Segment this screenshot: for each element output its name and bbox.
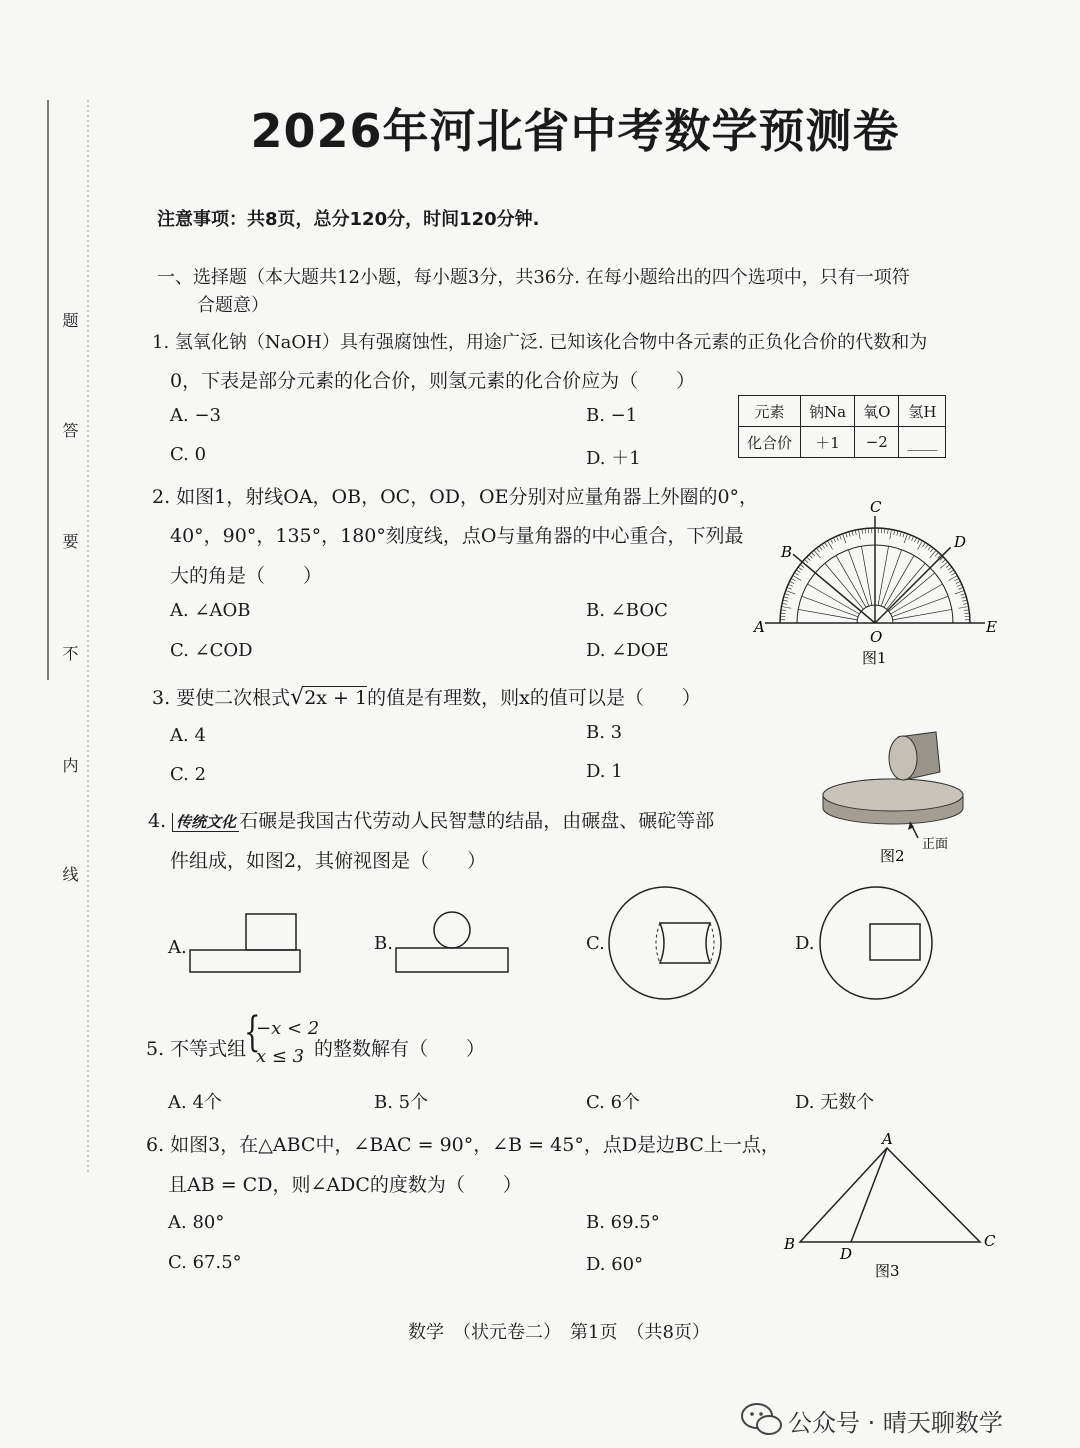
figure-1-protractor: [750, 495, 1010, 670]
q4-option-c[interactable]: C.: [586, 933, 605, 954]
q3-pre: 3. 要使二次根式: [152, 687, 291, 709]
q6-line1: 6. 如图3，在△ABC中，∠BAC = 90°，∠B = 45°，点D是边BC上一点，: [146, 1134, 780, 1156]
side-char-4: 不: [60, 645, 79, 661]
binding-margin: [0, 0, 110, 1200]
q1-valence-table: [738, 395, 946, 458]
q4-badge: 传统文化: [172, 813, 239, 832]
table-header-h: 氢H: [899, 396, 946, 427]
q6-option-c[interactable]: C. 67.5°: [168, 1252, 242, 1273]
q5-option-b[interactable]: B. 5个: [374, 1092, 429, 1113]
q5-ineq2: x ≤ 3: [256, 1046, 305, 1067]
q4-line2: 件组成，如图2，其俯视图是（ ）: [170, 850, 487, 872]
fig3-label-d: D: [840, 1245, 853, 1263]
q2-line2: 40°，90°，135°，180°刻度线，点O与量角器的中心重合，下列最: [170, 525, 744, 547]
fig1-label-b: B: [781, 543, 793, 561]
q6-option-b[interactable]: B. 69.5°: [586, 1212, 660, 1233]
q4-option-c-figure: [604, 882, 726, 1004]
q1-line1: 1. 氢氧化钠（NaOH）具有强腐蚀性，用途广泛. 已知该化合物中各元素的正负化合价的代数和为: [152, 332, 928, 353]
q3-option-c[interactable]: C. 2: [170, 764, 207, 785]
sqrt-icon: √: [290, 685, 305, 710]
table-header-o: 氧O: [855, 396, 899, 427]
q4-option-b-figure: [392, 908, 514, 978]
q4-line1: 4. 传统文化 石碾是我国古代劳动人民智慧的结晶，由碾盘、碾砣等部: [148, 810, 715, 832]
fig1-label-c: C: [870, 498, 882, 516]
q4-text1: 石碾是我国古代劳动人民智慧的结晶，由碾盘、碾砣等部: [239, 810, 715, 832]
q1-option-d[interactable]: D. ＋1: [586, 448, 641, 469]
wechat-logo-icon: [740, 1400, 784, 1438]
q3-option-d[interactable]: D. 1: [586, 761, 623, 782]
section1-line2: 合题意）: [197, 295, 269, 316]
q5-pre: 5. 不等式组: [146, 1038, 247, 1060]
fig3-label-b: B: [784, 1235, 796, 1253]
side-char-5: 内: [60, 757, 79, 773]
q3-option-a[interactable]: A. 4: [170, 725, 206, 746]
q5-post: 的整数解有（ ）: [314, 1038, 486, 1060]
watermark-text: 公众号 · 晴天聊数学: [788, 1409, 1003, 1437]
q5-option-d[interactable]: D. 无数个: [795, 1092, 875, 1113]
q1-option-a[interactable]: A. −3: [170, 405, 221, 426]
q1-option-b[interactable]: B. −1: [586, 405, 638, 426]
q2-option-c[interactable]: C. ∠COD: [170, 640, 253, 661]
q1-line2: 0，下表是部分元素的化合价，则氢元素的化合价应为（ ）: [170, 370, 696, 392]
q2-line3: 大的角是（ ）: [170, 565, 323, 587]
q5-option-a[interactable]: A. 4个: [168, 1092, 222, 1113]
q2-option-d[interactable]: D. ∠DOE: [586, 640, 669, 661]
table-cell-na: ＋1: [801, 427, 855, 458]
fig1-label-e: E: [986, 618, 997, 636]
figure-3-triangle: [775, 1125, 1005, 1285]
q4-option-a-figure: [186, 910, 306, 980]
q4-option-b[interactable]: B.: [374, 933, 393, 954]
fig1-caption: 图1: [862, 649, 887, 667]
side-char-3: 要: [60, 533, 79, 549]
q5-ineq1: −x < 2: [256, 1018, 320, 1039]
fig1-label-d: D: [954, 533, 967, 551]
q6-option-d[interactable]: D. 60°: [586, 1254, 644, 1275]
q6-line2: 且AB = CD，则∠ADC的度数为（ ）: [168, 1174, 522, 1196]
q2-option-b[interactable]: B. ∠BOC: [586, 600, 668, 621]
figure-2-stone-roller: [818, 720, 978, 870]
section1-line1: 一、选择题（本大题共12小题，每小题3分，共36分. 在每小题给出的四个选项中，只有一项符: [157, 267, 910, 288]
q2-line1: 2. 如图1，射线OA，OB，OC，OD，OE分别对应量角器上外圈的0°，: [152, 486, 759, 508]
wechat-icon: [738, 1046, 780, 1082]
fig1-label-o: O: [870, 628, 883, 646]
table-header-na: 钠Na: [801, 396, 855, 427]
q3-option-b[interactable]: B. 3: [586, 722, 623, 743]
notice: 注意事项：共8页，总分120分，时间120分钟.: [157, 209, 540, 230]
q3-post: 的值是有理数，则x的值可以是（ ）: [367, 687, 701, 709]
q4-option-d[interactable]: D.: [795, 933, 815, 954]
fig2-front-label: 正面: [922, 837, 949, 852]
fig2-caption: 图2: [880, 847, 905, 865]
brace-icon: {: [244, 1009, 261, 1057]
fig3-label-a: A: [882, 1130, 893, 1148]
side-char-2: 答: [60, 422, 79, 438]
table-cell-o: −2: [855, 427, 899, 458]
side-char-6: 线: [60, 866, 79, 882]
fig1-label-a: A: [754, 618, 765, 636]
q6-option-a[interactable]: A. 80°: [168, 1212, 225, 1233]
table-row-label: 化合价: [739, 427, 801, 458]
table-cell-h: ____: [899, 427, 946, 458]
page-footer: 数学 （状元卷二） 第1页 （共8页）: [408, 1322, 710, 1343]
fig3-caption: 图3: [875, 1262, 900, 1280]
q2-option-a[interactable]: A. ∠AOB: [170, 600, 251, 621]
side-char-1: 题: [60, 312, 79, 328]
q5-option-c[interactable]: C. 6个: [586, 1092, 641, 1113]
q3-radicand: 2x + 1: [304, 687, 368, 709]
table-header-element: 元素: [739, 396, 801, 427]
q1-option-c[interactable]: C. 0: [170, 444, 207, 465]
fig3-label-c: C: [984, 1232, 996, 1250]
q4-option-d-figure: [815, 882, 937, 1004]
page-title: 2026年河北省中考数学预测卷: [250, 104, 900, 158]
q3-line: [152, 683, 701, 710]
q4-option-a[interactable]: A.: [168, 937, 187, 958]
